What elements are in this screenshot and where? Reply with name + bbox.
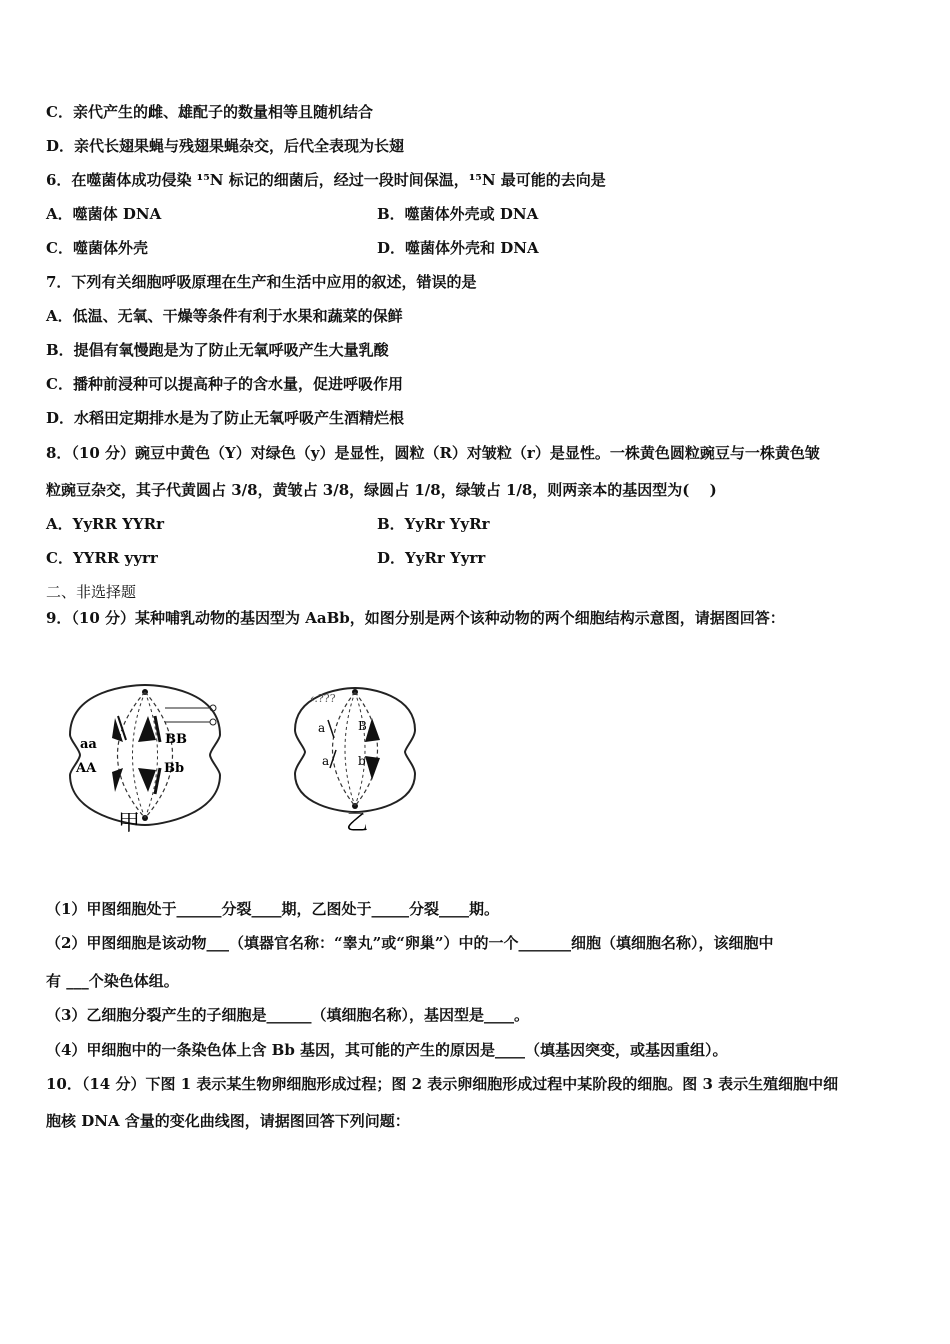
q5-option-d: D．亲代长翅果蝇与残翅果蝇杂交，后代全表现为长翅 [46, 137, 405, 155]
q10-stem-line1: 10．（14 分）下图 1 表示某生物卵细胞形成过程；图 2 表示卵细胞形成过程中某阶段的细胞。图 3 表示生殖细胞中细 [46, 1075, 839, 1093]
fig-yi-label: 乙 [346, 811, 369, 836]
q10-stem-line2: 胞核 DNA 含量的变化曲线图，请据图回答下列问题： [46, 1112, 410, 1130]
q8-option-b: B．YyRr YyRr [377, 515, 490, 533]
cell-jia-diagram [70, 685, 220, 825]
q9-stem: 9．（10 分）某种哺乳动物的基因型为 AaBb，如图分别是两个该种动物的两个细胞结构示意图，请据图回答： [46, 609, 785, 627]
q9-part4: （4）甲细胞中的一条染色体上含 Bb 基因，其可能的产生的原因是____（填基因突变，或基因重组）。 [46, 1041, 728, 1059]
fig-jia-label: 甲 [118, 811, 141, 836]
q6-option-c: C．噬菌体外壳 [46, 239, 148, 257]
gene-label: a [318, 721, 326, 735]
gene-label: a [322, 754, 330, 768]
q6-option-d: D．噬菌体外壳和 DNA [377, 239, 539, 257]
q5-option-c: C．亲代产生的雌、雄配子的数量相等且随机结合 [46, 103, 373, 121]
q8-stem-line2: 粒豌豆杂交，其子代黄圆占 3/8，黄皱占 3/8，绿圆占 1/8，绿皱占 1/8，则两亲本的基因型为( ) [46, 481, 717, 499]
q6-option-a: A．噬菌体 DNA [46, 205, 162, 223]
q6-stem: 6．在噬菌体成功侵染 ¹⁵N 标记的细菌后，经过一段时间保温，¹⁵N 最可能的去向是 [46, 171, 606, 189]
gene-label: B [358, 719, 367, 733]
q9-part3: （3）乙细胞分裂产生的子细胞是______（填细胞名称），基因型是____。 [46, 1006, 529, 1024]
gene-label: b [358, 754, 366, 768]
q7-stem: 7．下列有关细胞呼吸原理在生产和生活中应用的叙述，错误的是 [46, 273, 477, 291]
cell-yi-diagram [295, 688, 415, 812]
cell-diagrams [60, 680, 440, 840]
gene-label: AA [76, 761, 97, 776]
q7-option-b: B．提倡有氧慢跑是为了防止无氧呼吸产生大量乳酸 [46, 341, 389, 359]
gene-label: aa [80, 737, 97, 752]
q6-option-b: B．噬菌体外壳或 DNA [377, 205, 539, 223]
q8-option-a: A．YyRR YYRr [46, 515, 165, 533]
q8-option-c: C．YYRR yyrr [46, 549, 158, 567]
q9-part2-line1: （2）甲图细胞是该动物___（填器官名称：“睾丸”或“卵巢”）中的一个_______细胞（填细胞名称），该细胞中 [46, 934, 774, 952]
q9-part2-line2: 有 ___个染色体组。 [46, 972, 179, 990]
q7-option-d: D．水稻田定期排水是为了防止无氧呼吸产生酒精烂根 [46, 409, 405, 427]
q8-stem-line1: 8．（10 分）豌豆中黄色（Y）对绿色（y）是显性，圆粒（R）对皱粒（r）是显性。一株黄色圆粒豌豆与一株黄色皱 [46, 444, 820, 462]
section-heading: 二、非选择题 [46, 583, 137, 601]
q7-option-a: A．低温、无氧、干燥等条件有利于水果和蔬菜的保鲜 [46, 307, 403, 325]
gene-label: BB [165, 732, 187, 747]
q7-option-c: C．播种前浸种可以提高种子的含水量，促进呼吸作用 [46, 375, 403, 393]
q9-part1: （1）甲图细胞处于______分裂____期，乙图处于_____分裂____期。 [46, 900, 499, 918]
q8-option-d: D．YyRr Yyrr [377, 549, 486, 567]
gene-label: Bb [164, 761, 185, 776]
svg-text:‹.???: ‹.??? [310, 692, 336, 705]
